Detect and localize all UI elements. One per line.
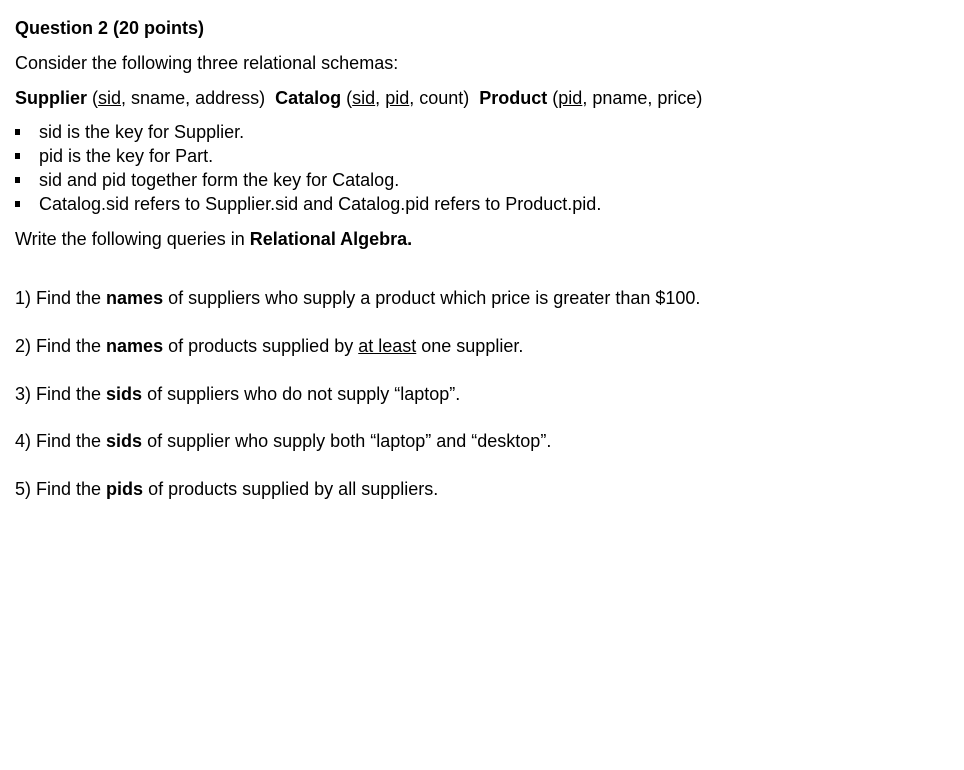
list-item-text: sid is the key for Supplier.: [39, 122, 245, 142]
query-rest: of suppliers who do not supply “laptop”.: [142, 384, 461, 404]
list-item-text: sid and pid together form the key for Catalog.: [39, 170, 400, 190]
schema-attrs: , sname, address): [121, 88, 266, 108]
query-rest: of products supplied by all suppliers.: [143, 479, 439, 499]
schema-key: pid: [558, 88, 583, 108]
schema-attrs: , count): [409, 88, 470, 108]
query-prefix: 1) Find the: [15, 288, 107, 308]
constraint-list: [15, 120, 601, 216]
query-prefix: 4) Find the: [15, 431, 107, 451]
square-bullet-icon: [15, 201, 20, 207]
query-item-5: [15, 478, 438, 500]
schema-attrs: , pname, price): [582, 88, 703, 108]
query-target: pids: [106, 479, 144, 499]
schema-key: sid: [352, 88, 376, 108]
schema-catalog: [275, 88, 469, 108]
schema-sep: ,: [375, 88, 386, 108]
query-item-1: [15, 287, 700, 309]
query-target: names: [106, 336, 164, 356]
square-bullet-icon: [15, 153, 20, 159]
schema-key: sid: [98, 88, 122, 108]
list-item: [15, 168, 601, 192]
intro-text: Consider the following three relational schemas:: [15, 53, 399, 73]
query-mid: of products supplied by: [163, 336, 359, 356]
query-rest: one supplier.: [416, 336, 524, 356]
schema-supplier: [15, 88, 265, 108]
schema-paren: (: [346, 88, 353, 108]
schema-name: Catalog: [275, 88, 342, 108]
query-target: sids: [106, 384, 143, 404]
query-prefix: 5) Find the: [15, 479, 107, 499]
instruction-bold: Relational Algebra.: [249, 229, 413, 249]
schema-paren: (: [552, 88, 559, 108]
query-item-2: [15, 335, 523, 357]
query-target: names: [106, 288, 164, 308]
list-item: [15, 120, 601, 144]
query-item-3: [15, 383, 460, 405]
instruction-text: [15, 228, 412, 250]
schema-key: pid: [385, 88, 410, 108]
list-item-text: pid is the key for Part.: [39, 146, 214, 166]
question-title: Question 2 (20 points): [15, 18, 205, 38]
query-prefix: 3) Find the: [15, 384, 107, 404]
instruction-prefix: Write the following queries in: [15, 229, 250, 249]
schema-product: [479, 88, 702, 108]
schema-name: Product: [479, 88, 548, 108]
schema-name: Supplier: [15, 88, 88, 108]
square-bullet-icon: [15, 129, 20, 135]
query-prefix: 2) Find the: [15, 336, 107, 356]
query-target: sids: [106, 431, 143, 451]
list-item: [15, 192, 601, 216]
square-bullet-icon: [15, 177, 20, 183]
query-rest: of suppliers who supply a product which price is greater than $100.: [163, 288, 701, 308]
query-item-4: [15, 430, 551, 452]
list-item-text: Catalog.sid refers to Supplier.sid and Catalog.pid refers to Product.pid.: [39, 194, 602, 214]
schema-paren: (: [92, 88, 99, 108]
query-underlined: at least: [358, 336, 417, 356]
query-rest: of supplier who supply both “laptop” and “desktop”.: [142, 431, 552, 451]
schema-definitions: [15, 87, 702, 109]
list-item: [15, 144, 601, 168]
